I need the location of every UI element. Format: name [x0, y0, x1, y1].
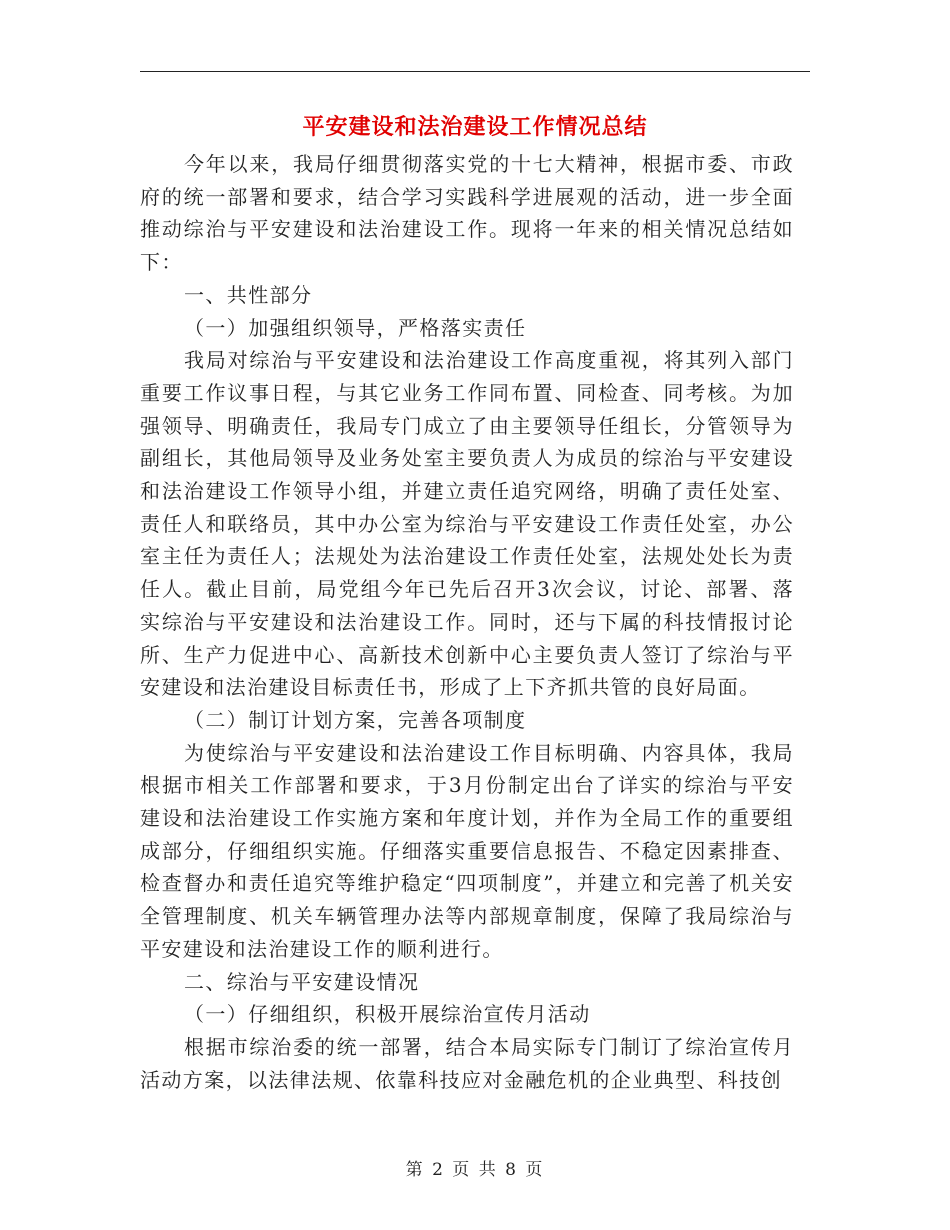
document-title: 平安建设和法治建设工作情况总结 — [302, 114, 648, 140]
header-rule — [140, 71, 810, 72]
paragraph-intro: 今年以来，我局仔细贯彻落实党的十七大精神，根据市委、市政府的统一部署和要求，结合学习实践科学进展观的活动，进一步全面推动综治与平安建设和法治建设工作。现将一年来的相关情况总结如下： — [140, 152, 794, 275]
paragraph-2-1: 根据市综治委的统一部署，结合本局实际专门制订了综治宣传月活动方案，以法律法规、依靠科技应对金融危机的企业典型、科技创 — [140, 1034, 794, 1092]
document-body — [140, 148, 794, 1096]
subsection-heading-2-1: （一）仔细组织，积极开展综治宣传月活动 — [184, 1002, 591, 1027]
section-heading-1: 一、共性部分 — [184, 282, 313, 307]
section-heading-2: 二、综治与平安建设情况 — [184, 969, 420, 994]
paragraph-1-2: 为使综治与平安建设和法治建设工作目标明确、内容具体，我局根据市相关工作部署和要求，于3月份制定出台了详实的综治与平安建设和法治建设工作实施方案和年度计划，并作为全局工作的重要组成部分，仔细组织实施。仔细落实重要信息报告、不稳定因素排查、检查督办和责任追究等维护稳定“四项制度”，并建立和完善了机关安全管理制度、机关车辆管理办法等内部规章制度，保障了我局综治与平安建设和法治建设工作的顺利进行。 — [140, 740, 794, 961]
subsection-heading-1-1: （一）加强组织领导，严格落实责任 — [184, 315, 527, 340]
subsection-heading-1-2: （二）制订计划方案，完善各项制度 — [184, 707, 527, 732]
page-footer: 第 2 页 共 8 页 — [405, 1160, 545, 1180]
paragraph-1-1: 我局对综治与平安建设和法治建设工作高度重视，将其列入部门重要工作议事日程，与其它业务工作同布置、同检查、同考核。为加强领导、明确责任，我局专门成立了由主要领导任组长，分管领导为副组长，其他局领导及业务处室主要负责人为成员的综治与平安建设和法治建设工作领导小组，并建立责任追究网络，明确了责任处室、责任人和联络员，其中办公室为综治与平安建设工作责任处室，办公室主任为责任人；法规处为法治建设工作责任处室，法规处处长为责任人。截止目前，局党组今年已先后召开3次会议，讨论、部署、落实综治与平安建设和法治建设工作。同时，还与下属的科技情报讨论所、生产力促进中心、高新技术创新中心主要负责人签订了综治与平安建设和法治建设目标责任书，形成了上下齐抓共管的良好局面。 — [140, 348, 794, 700]
